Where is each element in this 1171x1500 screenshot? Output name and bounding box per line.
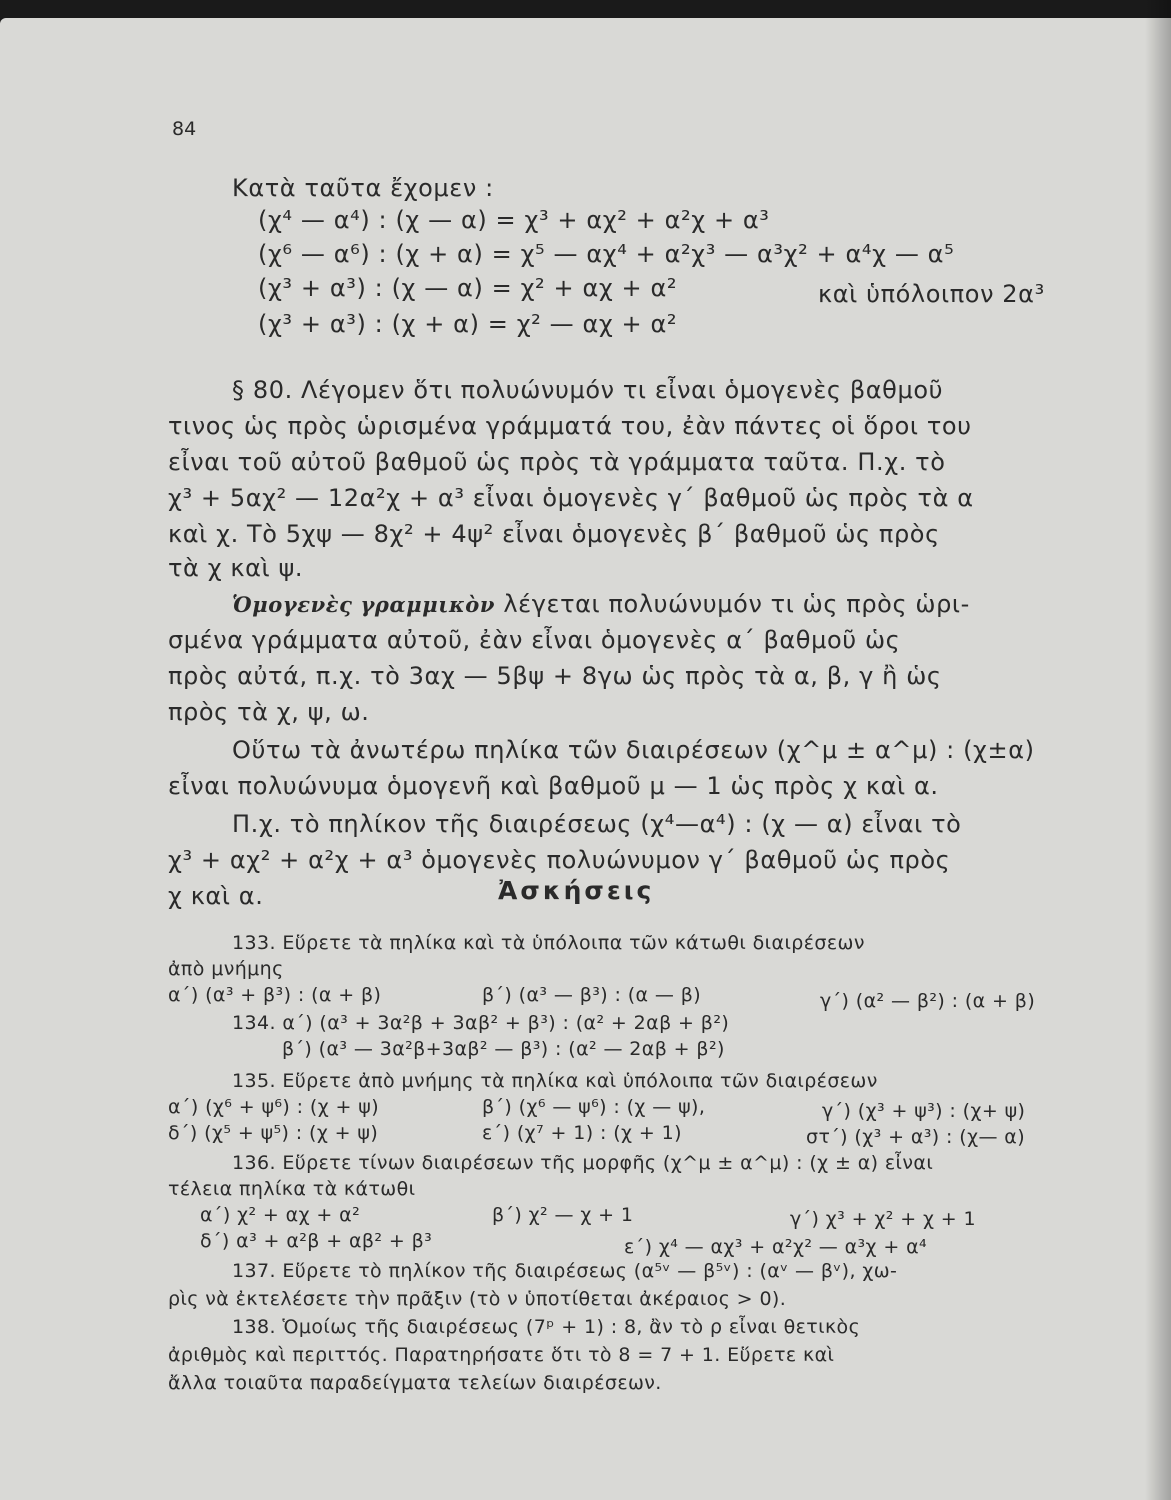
section80-line-2: τινος ὡς πρὸς ὡρισμένα γράμματά του, ἐὰν πάντες οἱ ὅροι του <box>168 412 972 440</box>
section80-line-1: § 80. Λέγομεν ὅτι πολυώνυμόν τι εἶναι ὁμογενὲς βαθμοῦ <box>232 376 944 404</box>
exercises-heading: Ἀσκήσεις <box>498 876 655 905</box>
equation-2: (χ⁶ — α⁶) : (χ + α) = χ⁵ — αχ⁴ + α²χ³ — α³χ² + α⁴χ — α⁵ <box>258 240 955 268</box>
exercise-134-a: 134. α΄) (α³ + 3α²β + 3αβ² + β³) : (α² + 2αβ + β²) <box>232 1012 730 1034</box>
linear-def-line-4: πρὸς τὰ χ, ψ, ω. <box>168 698 370 726</box>
page-edge-shadow <box>1145 0 1171 1500</box>
exercise-136-intro: 136. Εὕρετε τίνων διαιρέσεων τῆς μορφῆς (χ^μ ± α^μ) : (χ ± α) εἶναι <box>232 1152 934 1174</box>
linear-def-line-2: σμένα γράμματα αὐτοῦ, ἐὰν εἶναι ὁμογενὲς α΄ βαθμοῦ ὡς <box>168 626 901 654</box>
exercise-138-line-1: 138. Ὁμοίως τῆς διαιρέσεως (7ᵖ + 1) : 8, ἂν τὸ ρ εἶναι θετικὸς <box>232 1316 861 1338</box>
exercise-133-intro-2: ἀπὸ μνήμης <box>168 958 284 980</box>
exercise-136-b: β΄) χ² — χ + 1 <box>492 1204 634 1226</box>
exercise-133-a: α΄) (α³ + β³) : (α + β) <box>168 984 382 1006</box>
example-line-1: Π.χ. τὸ πηλίκον τῆς διαιρέσεως (χ⁴—α⁴) : (χ — α) εἶναι τὸ <box>232 810 962 838</box>
example-line-3: χ καὶ α. <box>168 882 264 910</box>
exercise-136-d: δ΄) α³ + α²β + αβ² + β³ <box>200 1230 433 1252</box>
exercise-133-c: γ΄) (α² — β²) : (α + β) <box>820 990 1036 1012</box>
equation-4: (χ³ + α³) : (χ + α) = χ² — αχ + α² <box>258 310 678 338</box>
exercise-136-a: α΄) χ² + αχ + α² <box>200 1204 361 1226</box>
exercise-137-line-1: 137. Εὕρετε τὸ πηλίκον τῆς διαιρέσεως (α⁵ᵛ — β⁵ᵛ) : (αᵛ — βᵛ), χω- <box>232 1260 898 1282</box>
exercise-138-line-2: ἀριθμὸς καὶ περιττός. Παρατηρήσατε ὅτι τὸ 8 = 7 + 1. Εὕρετε καὶ <box>168 1344 835 1366</box>
intro-text: Κατὰ ταῦτα ἔχομεν : <box>232 174 494 202</box>
equation-1: (χ⁴ — α⁴) : (χ — α) = χ³ + αχ² + α²χ + α³ <box>258 206 770 234</box>
exercise-135-a: α΄) (χ⁶ + ψ⁶) : (χ + ψ) <box>168 1096 380 1118</box>
page-number: 84 <box>172 118 197 140</box>
exercise-137-line-2: ρὶς νὰ ἐκτελέσετε τὴν πρᾶξιν (τὸ ν ὑποτίθεται ἀκέραιος > 0). <box>168 1288 787 1310</box>
section80-line-4: χ³ + 5αχ² — 12α²χ + α³ εἶναι ὁμογενὲς γ΄ βαθμοῦ ὡς πρὸς τὰ α <box>168 484 974 512</box>
outo-line-2: εἶναι πολυώνυμα ὁμογενῆ καὶ βαθμοῦ μ — 1 ὡς πρὸς χ καὶ α. <box>168 772 939 800</box>
section80-line-5: καὶ χ. Τὸ 5χψ — 8χ² + 4ψ² εἶναι ὁμογενὲς β΄ βαθμοῦ ὡς πρὸς <box>168 520 940 548</box>
exercise-133-intro: 133. Εὕρετε τὰ πηλίκα καὶ τὰ ὑπόλοιπα τῶν κάτωθι διαιρέσεων <box>232 932 865 954</box>
exercise-135-f: στ΄) (χ³ + α³) : (χ— α) <box>806 1126 1026 1148</box>
linear-def-line-3: πρὸς αὐτά, π.χ. τὸ 3αχ — 5βψ + 8γω ὡς πρὸς τὰ α, β, γ ἢ ὡς <box>168 662 942 690</box>
linear-def-text-1: λέγεται πολυώνυμόν τι ὡς πρὸς ὡρι- <box>503 590 970 618</box>
exercise-136-e: ε΄) χ⁴ — αχ³ + α²χ² — α³χ + α⁴ <box>624 1236 928 1258</box>
exercise-135-e: ε΄) (χ⁷ + 1) : (χ + 1) <box>482 1122 682 1144</box>
equation-3: (χ³ + α³) : (χ — α) = χ² + αχ + α² <box>258 274 678 302</box>
linear-def-line-1 <box>232 590 970 618</box>
remainder-note: καὶ ὑπόλοιπον 2α³ <box>818 280 1045 308</box>
exercise-135-intro: 135. Εὕρετε ἀπὸ μνήμης τὰ πηλίκα καὶ ὑπόλοιπα τῶν διαιρέσεων <box>232 1070 878 1092</box>
section80-line-3: εἶναι τοῦ αὐτοῦ βαθμοῦ ὡς πρὸς τὰ γράμματα ταῦτα. Π.χ. τὸ <box>168 448 946 476</box>
exercise-135-c: γ΄) (χ³ + ψ³) : (χ+ ψ) <box>822 1100 1026 1122</box>
exercise-138-line-3: ἄλλα τοιαῦτα παραδείγματα τελείων διαιρέσεων. <box>168 1372 662 1394</box>
outo-line-1: Οὕτω τὰ ἀνωτέρω πηλίκα τῶν διαιρέσεων (χ^μ ± α^μ) : (χ±α) <box>232 736 1035 764</box>
example-line-2: χ³ + αχ² + α²χ + α³ ὁμογενὲς πολυώνυμον γ΄ βαθμοῦ ὡς πρὸς <box>168 846 951 874</box>
exercise-136-intro-2: τέλεια πηλίκα τὰ κάτωθι <box>168 1178 416 1200</box>
exercise-135-b: β΄) (χ⁶ — ψ⁶) : (χ — ψ), <box>482 1096 706 1118</box>
linear-term: Ὁμογενὲς γραμμικὸν <box>232 592 496 617</box>
exercise-136-c: γ΄) χ³ + χ² + χ + 1 <box>790 1208 977 1230</box>
exercise-135-d: δ΄) (χ⁵ + ψ⁵) : (χ + ψ) <box>168 1122 379 1144</box>
exercise-133-b: β΄) (α³ — β³) : (α — β) <box>482 984 702 1006</box>
section80-line-6: τὰ χ καὶ ψ. <box>168 554 304 582</box>
exercise-134-b: β΄) (α³ — 3α²β+3αβ² — β³) : (α² — 2αβ + β²) <box>282 1038 725 1060</box>
book-page <box>0 18 1171 1500</box>
